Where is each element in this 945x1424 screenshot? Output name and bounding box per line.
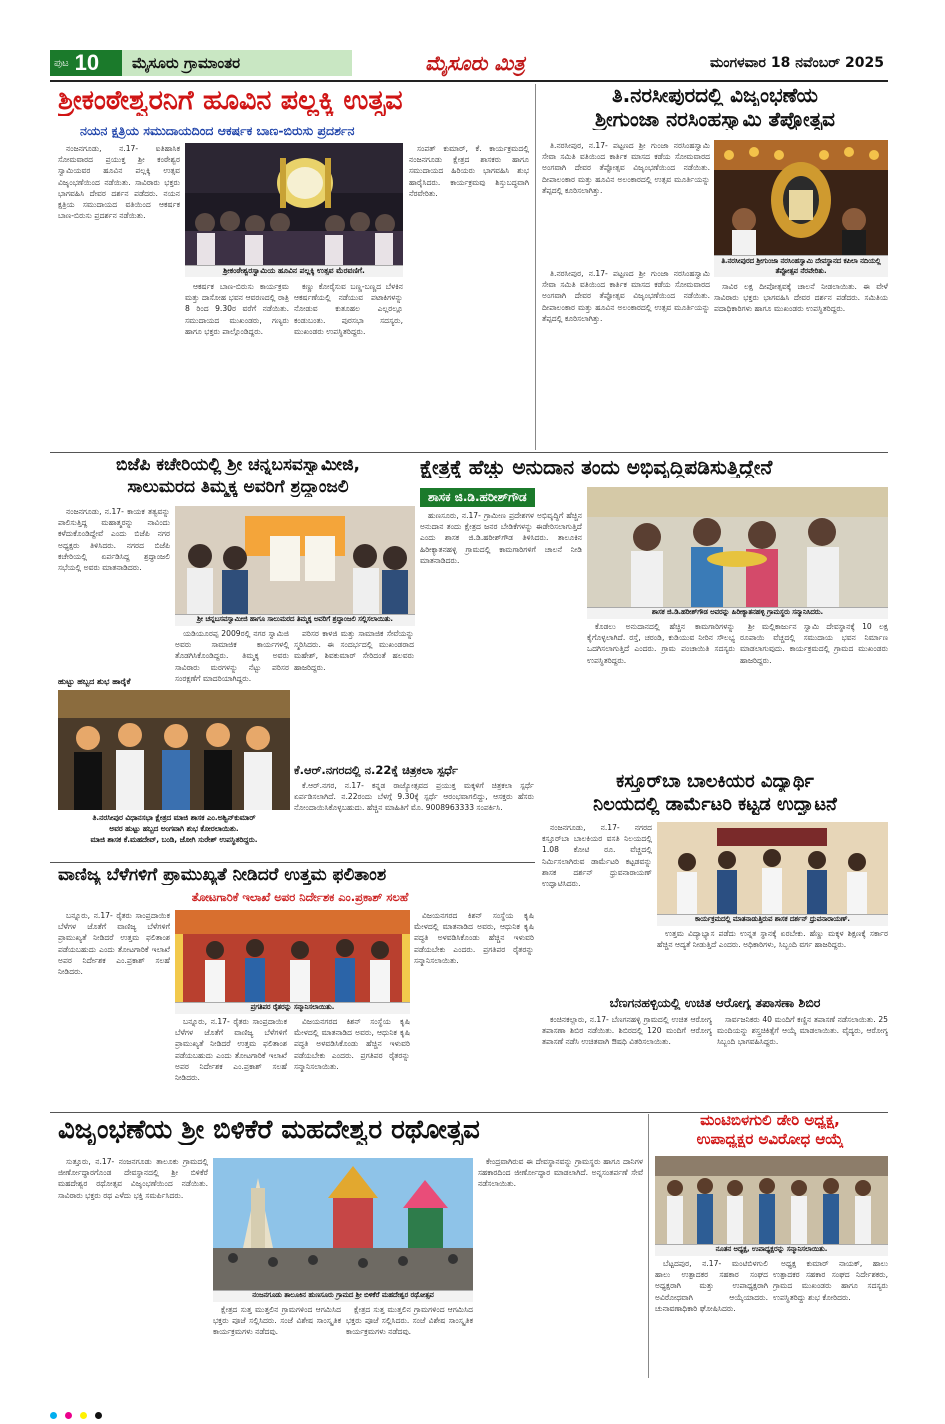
story1-col1: ನಂಜನಗೂಡು, ನ.17- ಐತಿಹಾಸಿಕ ಸೋಮವಾರದ ಪ್ರಯುಕ್ತ ಶ್ರೀ ಕಂಠೇಶ್ವರ ಸ್ವಾಮಿಯವರ ಹೂವಿನ ಪಲ್ಲಕ್ಕಿ ಉತ್ಸವ ವಿಜೃಂಭಣೆಯಿಂದ ನಡೆಯಿತು. ಸಾವಿರಾರು ಭಕ್ತರು ಭಾಗವಹಿಸಿ ದೇವರ ದರ್ಶನ ಪಡೆದರು. ನಯನ ಕ್ಷತ್ರಿಯ ಸಮುದಾಯದ ವತಿಯಿಂದ ಆಕರ್ಷಕ ಬಾಣ-ಬಿರುಸು ಪ್ರದರ್ಶನ ನಡೆಯಿತು. xyxy=(58,144,180,221)
issue-date: ಮಂಗಳವಾರ 18 ನವೆಂಬರ್ 2025 xyxy=(709,55,884,71)
story6-col1: ಕೆ.ಆರ್.ನಗರ, ನ.17- ಕನ್ನಡ ರಾಜ್ಯೋತ್ಸವದ ಪ್ರಯುಕ್ತ ಮಕ್ಕಳಿಗೆ ಚಿತ್ರಕಲಾ ಸ್ಪರ್ಧೆ ಏರ್ಪಡಿಸಲಾಗಿದೆ. ನ.22ರಂದು ಬೆಳಗ್ಗೆ 9.30ಕ್ಕೆ ಸ್ಪರ್ಧೆ ಆರಂಭವಾಗಲಿದ್ದು, ಆಸಕ್ತರು ಹೆಸರು ನೋಂದಾಯಿಸಿಕೊಳ್ಳಬಹುದು. ಹೆಚ್ಚಿನ ಮಾಹಿತಿಗೆ ಮೊ. 9008963333 ಸಂಪರ್ಕಿಸಿ. xyxy=(294,781,534,813)
story4-subhead: ಶಾಸಕ ಜಿ.ಡಿ.ಹರೀಶ್‌ಗೌಡ xyxy=(420,488,535,507)
column-divider xyxy=(535,84,536,450)
column-divider-2 xyxy=(648,1114,649,1378)
story10-col1: ಸುತ್ತೂರು, ನ.17- ನಂಜನಗೂಡು ತಾಲೂಕು ಗ್ರಾಮದಲ್ಲಿ ಜೀರ್ಣೋದ್ಧಾರಗೊಂಡ ದೇವಸ್ಥಾನದಲ್ಲಿ ಶ್ರೀ ಬಿಳಿಕೆರೆ ಮಹದೇಶ್ವರ ರಥೋತ್ಸವ ವಿಜೃಂಭಣೆಯಿಂದ ನಡೆಯಿತು. ಸಾವಿರಾರು ಭಕ್ತರು ರಥ ಎಳೆದು ಭಕ್ತಿ ಸಮರ್ಪಿಸಿದರು. xyxy=(58,1157,208,1200)
story1-photo xyxy=(185,143,403,265)
story1-col2: ಆಕರ್ಷಕ ಬಾಣ-ಬಿರುಸು ಕಾರ್ಯಕ್ರಮ ಮತ್ತು ದಾಸೋಹ ಭವನ ಆವರಣದಲ್ಲಿ ರಾತ್ರಿ 8 ರಿಂದ 9.30ರ ವರೆಗೆ ನಡೆಯಿತು. ಸಮುದಾಯದ ಮುಖಂಡರು, ಗಣ್ಯರು ಹಾಗೂ ಭಕ್ತರು ಪಾಲ್ಗೊಂಡಿದ್ದರು. xyxy=(185,282,289,336)
story7-headline-line2: ನಿಲಯದಲ್ಲಿ ಡಾರ್ಮೆಟರಿ ಕಟ್ಟಡ ಉದ್ಘಾಟನೆ xyxy=(593,795,837,815)
story8-headline: ವಾಣಿಜ್ಯ ಬೆಳೆಗಳಿಗೆ ಪ್ರಾಮುಖ್ಯತೆ ನೀಡಿದರೆ ಉತ್ತಮ ಫಲಿತಾಂಶ xyxy=(58,866,387,885)
story3-col3: ಪರಿಸರ ಕಾಳಜಿ ಮತ್ತು ಸಾಮಾಜಿಕ ಸೇವೆಯನ್ನು ಸ್ಮರಿಸಿದರು. ಈ ಸಂದರ್ಭದಲ್ಲಿ ಮುಖಂಡರಾದ ಮಹೇಶ್, ಶಿವಕುಮಾರ್ ಸೇರಿದಂತೆ ಹಲವರು ಹಾಜರಿದ್ದರು. xyxy=(294,629,414,672)
story2-col2: ಸಾವಿರ ಲಕ್ಷ ದೀಪೋತ್ಸವಕ್ಕೆ ಚಾಲನೆ ನೀಡಲಾಯಿತು. ಈ ವೇಳೆ ಸಾವಿರಾರು ಭಕ್ತರು ಭಾಗವಹಿಸಿ ದೇವರ ದರ್ಶನ ಪಡೆದರು. ಸಮಿತಿಯ ಪದಾಧಿಕಾರಿಗಳು ಹಾಗೂ ಮುಖಂಡರು ಉಪಸ್ಥಿತರಿದ್ದರು. xyxy=(714,282,888,314)
story5-photo xyxy=(58,690,290,810)
story5-caption-line2: ಅವರ ಹುಟ್ಟು ಹಬ್ಬದ ಅಂಗವಾಗಿ ಶುಭ ಕೋರಲಾಯಿತು. xyxy=(109,824,239,833)
birthday-greeting-photo xyxy=(58,690,290,810)
page-number: 10 xyxy=(74,50,100,75)
story7-photo xyxy=(657,822,888,914)
story8-col1b: ಬನ್ನೂರು, ನ.17- ರೈತರು ಸಾಂಪ್ರದಾಯಿಕ ಬೆಳೆಗಳ ಜೊತೆಗೆ ವಾಣಿಜ್ಯ ಬೆಳೆಗಳಿಗೆ ಪ್ರಾಮುಖ್ಯತೆ ನೀಡಿದರೆ ಉತ್ತಮ ಫಲಿತಾಂಶ ಪಡೆಯಬಹುದು ಎಂದು ತೋಟಗಾರಿಕೆ ಇಲಾಖೆ ಅಪರ ನಿರ್ದೇಶಕ ಎಂ.ಪ್ರಕಾಶ್ ಸಲಹೆ ನೀಡಿದರು. xyxy=(175,1017,287,1083)
story10-photo xyxy=(213,1158,473,1290)
black-dot xyxy=(95,1412,102,1419)
story1-col4: ಸಂಪತ್ ಕುಮಾರ್, ಕೆ. ಕಾರ್ಯಕ್ರಮದಲ್ಲಿ ನಂಜನಗೂಡು ಕ್ಷೇತ್ರದ ಶಾಸಕರು ಹಾಗೂ ಸಮುದಾಯದ ಹಿರಿಯರು ಭಾಗವಹಿಸಿ ಶುಭ ಹಾರೈಸಿದರು. ಕಾರ್ಯಕ್ರಮವು ಶಿಸ್ತುಬದ್ಧವಾಗಿ ನೆರವೇರಿತು. xyxy=(409,144,529,198)
tribute-photo xyxy=(175,506,415,614)
story4-col1: ಹುಣಸೂರು, ನ.17- ಗ್ರಾಮೀಣ ಪ್ರದೇಶಗಳ ಅಭಿವೃದ್ಧಿಗೆ ಹೆಚ್ಚಿನ ಅನುದಾನ ತಂದು ಕ್ಷೇತ್ರದ ಜನರ ಬೇಡಿಕೆಗಳನ್ನು ಈಡೇರಿಸಲಾಗುತ್ತಿದೆ ಎಂದು ಶಾಸಕ ಜಿ.ಡಿ.ಹರೀಶ್‌ಗೌಡ ತಿಳಿಸಿದರು. ತಾಲೂಕಿನ ಹಿರೀಕ್ಯಾತನಹಳ್ಳಿ ಗ್ರಾಮದಲ್ಲಿ ಕಾಮಗಾರಿಗಳಿಗೆ ಚಾಲನೆ ನೀಡಿ ಮಾತನಾಡಿದರು. xyxy=(420,511,582,565)
story10-col2: ಕ್ಷೇತ್ರದ ಸುತ್ತ ಮುತ್ತಲಿನ ಗ್ರಾಮಗಳಿಂದ ಆಗಮಿಸಿದ ಭಕ್ತರು ಪೂಜೆ ಸಲ್ಲಿಸಿದರು. ಸಂಜೆ ವಿಶೇಷ ಸಾಂಸ್ಕೃತಿಕ ಕಾರ್ಯಕ್ರಮಗಳು ನಡೆದವು. xyxy=(213,1305,341,1337)
felicitation-photo xyxy=(587,487,888,607)
story7-photo-caption: ಕಾರ್ಯಕ್ರಮದಲ್ಲಿ ಮಾತನಾಡುತ್ತಿರುವ ಶಾಸಕ ದರ್ಶನ್ ಧ್ರುವನಾರಾಯಣ್. xyxy=(657,914,888,926)
story5-caption xyxy=(58,812,290,845)
inauguration-photo xyxy=(657,822,888,914)
masthead xyxy=(50,48,888,78)
story5-caption-line3: ಮಾಜಿ ಶಾಸಕ ಕೆ.ಮಹದೇವ್, ಬಂಡಿ, ಜೋಗಿ ಸುರೇಶ್ ಉಪಸ್ಥಿತರಿದ್ದರು. xyxy=(90,835,258,844)
story4-col2: ಕೊಡಲು ಅನುದಾನದಲ್ಲಿ ಹೆಚ್ಚಿನ ಕಾಮಗಾರಿಗಳನ್ನು ಕೈಗೊಳ್ಳಲಾಗಿದೆ. ರಸ್ತೆ, ಚರಂಡಿ, ಕುಡಿಯುವ ನೀರಿನ ಸೌಲಭ್ಯ ಒದಗಿಸಲಾಗುತ್ತಿದೆ ಎಂದರು. ಗ್ರಾಮ ಪಂಚಾಯಿತಿ ಸದಸ್ಯರು ಉಪಸ್ಥಿತರಿದ್ದರು. xyxy=(587,622,735,665)
magenta-dot xyxy=(65,1412,72,1419)
story8-col3: ವಿಜಯನಗರದ ಕಿಶನ್ ಸಂಸ್ಥೆಯ ಕೃಷಿ ಮೇಳದಲ್ಲಿ ಮಾತನಾಡಿದ ಅವರು, ಆಧುನಿಕ ಕೃಷಿ ಪದ್ಧತಿ ಅಳವಡಿಸಿಕೊಂಡು ಹೆಚ್ಚಿನ ಇಳುವರಿ ಪಡೆಯಬೇಕು ಎಂದರು. ಪ್ರಗತಿಪರ ರೈತರನ್ನು ಸನ್ಮಾನಿಸಲಾಯಿತು. xyxy=(414,911,534,965)
story2-col1b: ತಿ.ನರಸೀಪುರ, ನ.17- ಪಟ್ಟಣದ ಶ್ರೀ ಗುಂಜಾ ನರಸಿಂಹಸ್ವಾಮಿ ಸೇವಾ ಸಮಿತಿ ವತಿಯಿಂದ ಕಾರ್ತಿಕ ಮಾಸದ ಕಡೆಯ ಸೋಮವಾರದ ಅಂಗವಾಗಿ ದೇವರ ತೆಪ್ಪೋತ್ಸವ ವಿಜೃಂಭಣೆಯಿಂದ ನಡೆಯಿತು. ದೀಪಾಲಂಕಾರ ಮತ್ತು ಹೂವಿನ ಅಲಂಕಾರದಲ್ಲಿ ಉತ್ಸವ ಮೂರ್ತಿಯನ್ನು ತೆಪ್ಪದಲ್ಲಿ ಕೂರಿಸಲಾಗಿತ್ತು. xyxy=(542,269,710,323)
temple-procession-photo xyxy=(185,143,403,265)
story1-headline: ಶ್ರೀಕಂಠೇಶ್ವರನಿಗೆ ಹೂವಿನ ಪಲ್ಲಕ್ಕಿ ಉತ್ಸವ xyxy=(58,86,403,116)
story8-photo xyxy=(175,910,410,1002)
story4-photo-caption: ಶಾಸಕ ಜಿ.ಡಿ.ಹರೀಶ್‌ಗೌಡ ಅವರನ್ನು ಹಿರೀಕ್ಯಾತನಹಳ್ಳಿ ಗ್ರಾಮಸ್ಥರು ಸನ್ಮಾನಿಸಿದರು. xyxy=(587,607,888,619)
page-label: ಪುಟ xyxy=(54,57,69,69)
paper-name: ಮೈಸೂರು ಮಿತ್ರ xyxy=(425,51,525,75)
story10-headline: ವಿಜೃಂಭಣೆಯ ಶ್ರೀ ಬಿಳಿಕೆರೆ ಮಹದೇಶ್ವರ ರಥೋತ್ಸವ xyxy=(58,1116,480,1145)
story1-photo-caption: ಶ್ರೀಕಂಠೇಶ್ವರಸ್ವಾಮಿಯ ಹೂವಿನ ಪಲ್ಲಕ್ಕಿ ಉತ್ಸವ ಮೆರವಣಿಗೆ. xyxy=(185,265,403,277)
farmers-honour-photo xyxy=(175,910,410,1002)
story5-label: ಹುಟ್ಟು ಹಬ್ಬದ ಶುಭ ಹಾರೈಕೆ xyxy=(58,677,131,686)
section-rule-2 xyxy=(50,862,535,863)
story10-col3: ಕೇಂದ್ರವಾಗಿರುವ ಈ ದೇವಸ್ಥಾನವನ್ನು ಗ್ರಾಮಸ್ಥರು ಹಾಗೂ ದಾನಿಗಳ ಸಹಕಾರದಿಂದ ಜೀರ್ಣೋದ್ಧಾರ ಮಾಡಲಾಗಿದೆ. ಅನ್ನಸಂತರ್ಪಣೆ ಸೇವೆ ನಡೆಸಲಾಯಿತು. xyxy=(478,1157,643,1189)
story3-headline-line2: ಸಾಲುಮರದ ತಿಮ್ಮಕ್ಕ ಅವರಿಗೆ ಶ್ರದ್ಧಾಂಜಲಿ xyxy=(127,478,349,497)
story8-photo-caption: ಪ್ರಗತಿಪರ ರೈತರನ್ನು ಸನ್ಮಾನಿಸಲಾಯಿತು. xyxy=(175,1002,410,1014)
story4-headline: ಕ್ಷೇತ್ರಕ್ಕೆ ಹೆಚ್ಚು ಅನುದಾನ ತಂದು ಅಭಿವೃದ್ಧಿಪಡಿಸುತ್ತಿದ್ದೇನೆ xyxy=(420,456,773,478)
story4-photo xyxy=(587,487,888,607)
story2-headline-line2: ಶ್ರೀಗುಂಜಾ ನರಸಿಂಹಸ್ವಾಮಿ ತೆಪ್ಪೋತ್ಸವ xyxy=(595,108,835,130)
story3-headline-line1: ಬಿಜೆಪಿ ಕಚೇರಿಯಲ್ಲಿ ಶ್ರೀ ಚನ್ನಬಸವಸ್ವಾಮೀಜಿ, xyxy=(116,456,360,475)
story9-col2: ಸಾರ್ವಜನಿಕರು 40 ಮಂದಿಗೆ ಕಣ್ಣಿನ ತಪಾಸಣೆ ನಡೆಸಲಾಯಿತು. 25 ಮಂದಿಯನ್ನು ಶಸ್ತ್ರಚಿಕಿತ್ಸೆಗೆ ಆಯ್ಕೆ ಮಾಡಲಾಯಿತು. ವೈದ್ಯರು, ಆರೋಗ್ಯ ಸಿಬ್ಬಂದಿ ಭಾಗವಹಿಸಿದ್ದರು. xyxy=(717,1015,888,1047)
story9-headline: ಬೆಣಗನಹಳ್ಳಿಯಲ್ಲಿ ಉಚಿತ ಆರೋಗ್ಯ ತಪಾಸಣಾ ಶಿಬಿರ xyxy=(609,996,821,1010)
story11-col2: ಅಧ್ಯಕ್ಷ ಕುಮಾರ್ ನಾಯಕ್, ಹಾಲು ಉತ್ಪಾದಕರ ಸಹಕಾರ ಸಂಘದ ನಿರ್ದೇಶಕರು, ಗ್ರಾಮದ ಮುಖಂಡರು ಹಾಗೂ ಸದಸ್ಯರು ಉಪಸ್ಥಿತರಿದ್ದು ಶುಭ ಕೋರಿದರು. xyxy=(773,1259,888,1302)
story1-col3: ಕಣ್ಣು ಕೋರೈಸುವ ಬಣ್ಣ-ಬಣ್ಣದ ಬೆಳಕಿನ ಆಕರ್ಷಣೆಯಲ್ಲಿ ನಡೆಯುವ ಪಟಾಕಿಗಳನ್ನು ನೋಡುವ ಕುತೂಹಲ ಎಲ್ಲರಲ್ಲೂ ಕಂಡುಬಂತು. ಪುರಸಭಾ ಸದಸ್ಯರು, ಮುಖಂಡರು ಉಪಸ್ಥಿತರಿದ್ದರು. xyxy=(294,282,403,336)
story11-headline-line1: ಮಂಟಿಬಿಳಗುಲಿ ಡೇರಿ ಅಧ್ಯಕ್ಷ, xyxy=(700,1112,840,1129)
story3-col1: ನಂಜನಗೂಡು, ನ.17- ಕಾಯಕ ತತ್ವವನ್ನು ಪಾಲಿಸುತ್ತಿದ್ದ ಮಹಾತ್ಮರನ್ನು ನಾವಿಂದು ಕಳೆದುಕೊಂಡಿದ್ದೇವೆ ಎಂದು ಬಿಜೆಪಿ ನಗರ ಅಧ್ಯಕ್ಷರು ತಿಳಿಸಿದರು. ನಗರದ ಬಿಜೆಪಿ ಕಚೇರಿಯಲ್ಲಿ ಏರ್ಪಡಿಸಿದ್ದ ಶ್ರದ್ಧಾಂಜಲಿ ಸಭೆಯಲ್ಲಿ ಅವರು ಮಾತನಾಡಿದರು. xyxy=(58,507,170,573)
chariot-festival-photo xyxy=(213,1158,473,1290)
cyan-dot xyxy=(50,1412,57,1419)
story3-photo-caption: ಶ್ರೀ ಚನ್ನಬಸವಸ್ವಾಮೀಜಿ ಹಾಗೂ ಸಾಲುಮರದ ತಿಮ್ಮಕ್ಕ ಅವರಿಗೆ ಶ್ರದ್ಧಾಂಜಲಿ ಸಲ್ಲಿಸಲಾಯಿತು. xyxy=(175,614,415,626)
story8-col1: ಬನ್ನೂರು, ನ.17- ರೈತರು ಸಾಂಪ್ರದಾಯಿಕ ಬೆಳೆಗಳ ಜೊತೆಗೆ ವಾಣಿಜ್ಯ ಬೆಳೆಗಳಿಗೆ ಪ್ರಾಮುಖ್ಯತೆ ನೀಡಿದರೆ ಉತ್ತಮ ಫಲಿತಾಂಶ ಪಡೆಯಬಹುದು ಎಂದು ತೋಟಗಾರಿಕೆ ಇಲಾಖೆ ಅಪರ ನಿರ್ದೇಶಕ ಎಂ.ಪ್ರಕಾಶ್ ಸಲಹೆ ನೀಡಿದರು. xyxy=(58,911,170,977)
story7-headline-line1: ಕಸ್ತೂರ್‌ಬಾ ಬಾಲಕಿಯರ ವಿದ್ಯಾರ್ಥಿ xyxy=(616,772,814,792)
story11-headline-line2: ಉಪಾಧ್ಯಕ್ಷರ ಅವಿರೋಧ ಆಯ್ಕೆ xyxy=(696,1131,844,1148)
masthead-rule xyxy=(50,80,888,82)
story3-photo xyxy=(175,506,415,614)
story9-col1: ಕಂಚಿನಕಲ್ಲಾರು, ನ.17- ಬೆಣಗನಹಳ್ಳಿ ಗ್ರಾಮದಲ್ಲಿ ಉಚಿತ ಆರೋಗ್ಯ ತಪಾಸಣಾ ಶಿಬಿರ ನಡೆಯಿತು. ಶಿಬಿರದಲ್ಲಿ 120 ಮಂದಿಗೆ ಆರೋಗ್ಯ ತಪಾಸಣೆ ನಡೆಸಿ ಉಚಿತವಾಗಿ ಔಷಧಿ ವಿತರಿಸಲಾಯಿತು. xyxy=(542,1015,712,1047)
story7-col2: ಉತ್ತಮ ವಿದ್ಯಾಭ್ಯಾಸ ಪಡೆದು ಉನ್ನತ ಸ್ಥಾನಕ್ಕೆ ಏರಬೇಕು. ಹೆಣ್ಣು ಮಕ್ಕಳ ಶಿಕ್ಷಣಕ್ಕೆ ಸರ್ಕಾರ ಹೆಚ್ಚಿನ ಆದ್ಯತೆ ನೀಡುತ್ತಿದೆ ಎಂದರು. ಅಧಿಕಾರಿಗಳು, ಸಿಬ್ಬಂದಿ ವರ್ಗ ಹಾಜರಿದ್ದರು. xyxy=(657,929,888,950)
story3-col2: ಯಡಿಯೂರಪ್ಪ 2009ರಲ್ಲಿ ನಗರ ಸ್ವಾಮಿಜಿ ಅವರು ಸಾಮಾಜಿಕ ಕಾರ್ಯಗಳಲ್ಲಿ ತೊಡಗಿಸಿಕೊಂಡಿದ್ದರು. ತಿಮ್ಮಕ್ಕ ಅವರು ಸಾವಿರಾರು ಮರಗಳನ್ನು ನೆಟ್ಟು ಪರಿಸರ ಸಂರಕ್ಷಣೆಗೆ ಮಾದರಿಯಾಗಿದ್ದರು. xyxy=(175,629,289,683)
story2-photo-caption: ತಿ.ನರಸೀಪುರದ ಶ್ರೀಗುಂಜಾ ನರಸಿಂಹಸ್ವಾಮಿ ದೇವಸ್ಥಾನದ ಕಪಿಲಾ ನದಿಯಲ್ಲಿ ತೆಪ್ಪೋತ್ಸವ ನೆರವೇರಿತು. xyxy=(714,255,888,277)
story11-photo-caption: ನೂತನ ಅಧ್ಯಕ್ಷ, ಉಪಾಧ್ಯಕ್ಷರನ್ನು ಸನ್ಮಾನಿಸಲಾಯಿತು. xyxy=(655,1244,888,1256)
story7-col1: ನಂಜನಗೂಡು, ನ.17- ನಗರದ ಕಸ್ತೂರ್‌ಬಾ ಬಾಲಕಿಯರ ವಸತಿ ನಿಲಯದಲ್ಲಿ 1.08 ಕೋಟಿ ರೂ. ವೆಚ್ಚದಲ್ಲಿ ನಿರ್ಮಿಸಲಾಗಿರುವ ಡಾರ್ಮೆಟರಿ ಕಟ್ಟಡವನ್ನು ಶಾಸಕ ದರ್ಶನ್ ಧ್ರುವನಾರಾಯಣ್ ಉದ್ಘಾಟಿಸಿದರು. xyxy=(542,823,652,889)
page-number-box xyxy=(50,50,122,76)
deity-float-photo xyxy=(714,140,888,255)
story2-col1: ತಿ.ನರಸೀಪುರ, ನ.17- ಪಟ್ಟಣದ ಶ್ರೀ ಗುಂಜಾ ನರಸಿಂಹಸ್ವಾಮಿ ಸೇವಾ ಸಮಿತಿ ವತಿಯಿಂದ ಕಾರ್ತಿಕ ಮಾಸದ ಕಡೆಯ ಸೋಮವಾರದ ಅಂಗವಾಗಿ ದೇವರ ತೆಪ್ಪೋತ್ಸವ ವಿಜೃಂಭಣೆಯಿಂದ ನಡೆಯಿತು. ದೀಪಾಲಂಕಾರ ಮತ್ತು ಹೂವಿನ ಅಲಂಕಾರದಲ್ಲಿ ಉತ್ಸವ ಮೂರ್ತಿಯನ್ನು ತೆಪ್ಪದಲ್ಲಿ ಕೂರಿಸಲಾಗಿತ್ತು. xyxy=(542,141,710,195)
section-rule xyxy=(50,452,888,453)
print-registration-marks xyxy=(50,1404,890,1414)
story5-caption-line1: ತಿ.ನರಸೀಪುರ ವಿಧಾನಸಭಾ ಕ್ಷೇತ್ರದ ಮಾಜಿ ಶಾಸಕ ಎಂ.ಅಶ್ವಿನ್‌ಕುಮಾರ್ xyxy=(92,813,256,822)
story2-photo xyxy=(714,140,888,255)
story10-photo-caption: ನಂಜನಗೂಡು ತಾಲೂಕಿನ ಹುಣಸೂರು ಗ್ರಾಮದ ಶ್ರೀ ಬಿಳಿಕೆರೆ ಮಹದೇಶ್ವರ ರಥೋತ್ಸವ xyxy=(213,1290,473,1302)
story8-col2: ವಿಜಯನಗರದ ಕಿಶನ್ ಸಂಸ್ಥೆಯ ಕೃಷಿ ಮೇಳದಲ್ಲಿ ಮಾತನಾಡಿದ ಅವರು, ಆಧುನಿಕ ಕೃಷಿ ಪದ್ಧತಿ ಅಳವಡಿಸಿಕೊಂಡು ಹೆಚ್ಚಿನ ಇಳುವರಿ ಪಡೆಯಬೇಕು ಎಂದರು. ಪ್ರಗತಿಪರ ರೈತರನ್ನು ಸನ್ಮಾನಿಸಲಾಯಿತು. xyxy=(294,1017,410,1071)
story8-subhead: ತೋಟಗಾರಿಕೆ ಇಲಾಖೆ ಅಪರ ನಿರ್ದೇಶಕ ಎಂ.ಪ್ರಕಾಶ್ ಸಲಹೆ xyxy=(191,890,409,904)
story11-col1: ಬೆಟ್ಟದಪುರ, ನ.17- ಮಂಟಿಬಿಳಗುಲಿ ಹಾಲು ಉತ್ಪಾದಕರ ಸಹಕಾರ ಸಂಘದ ಅಧ್ಯಕ್ಷರಾಗಿ ಮತ್ತು ಉಪಾಧ್ಯಕ್ಷರಾಗಿ ಅವಿರೋಧವಾಗಿ ಆಯ್ಕೆಯಾದರು. ಚುನಾವಣಾಧಿಕಾರಿ ಘೋಷಿಸಿದರು. xyxy=(655,1259,768,1313)
dairy-committee-photo xyxy=(655,1156,888,1244)
story6-headline: ಕೆ.ಆರ್.ನಗರದಲ್ಲಿ ನ.22ಕ್ಕೆ ಚಿತ್ರಕಲಾ ಸ್ಪರ್ಧೆ xyxy=(294,764,458,777)
section-name: ಮೈಸೂರು ಗ್ರಾಮಾಂತರ xyxy=(122,50,352,76)
yellow-dot xyxy=(80,1412,87,1419)
story10-col2b: ಕ್ಷೇತ್ರದ ಸುತ್ತ ಮುತ್ತಲಿನ ಗ್ರಾಮಗಳಿಂದ ಆಗಮಿಸಿದ ಭಕ್ತರು ಪೂಜೆ ಸಲ್ಲಿಸಿದರು. ಸಂಜೆ ವಿಶೇಷ ಸಾಂಸ್ಕೃತಿಕ ಕಾರ್ಯಕ್ರಮಗಳು ನಡೆದವು. xyxy=(346,1305,473,1337)
story1-subhead: ನಯನ ಕ್ಷತ್ರಿಯ ಸಮುದಾಯದಿಂದ ಆಕರ್ಷಕ ಬಾಣ-ಬಿರುಸು ಪ್ರದರ್ಶನ xyxy=(80,123,355,138)
story4-col3: ಶ್ರೀ ಮಲ್ಲಿಕಾರ್ಜುನ ಸ್ವಾಮಿ ದೇವಸ್ಥಾನಕ್ಕೆ 10 ಲಕ್ಷ ರೂಪಾಯಿ ವೆಚ್ಚದಲ್ಲಿ ಸಮುದಾಯ ಭವನ ನಿರ್ಮಾಣ ಮಾಡಲಾಗುವುದು. ಕಾರ್ಯಕ್ರಮದಲ್ಲಿ ಗ್ರಾಮದ ಮುಖಂಡರು ಹಾಜರಿದ್ದರು. xyxy=(740,622,888,665)
story2-headline-line1: ತಿ.ನರಸೀಪುರದಲ್ಲಿ ವಿಜೃಂಭಣೆಯ xyxy=(612,84,818,106)
story11-photo xyxy=(655,1156,888,1244)
